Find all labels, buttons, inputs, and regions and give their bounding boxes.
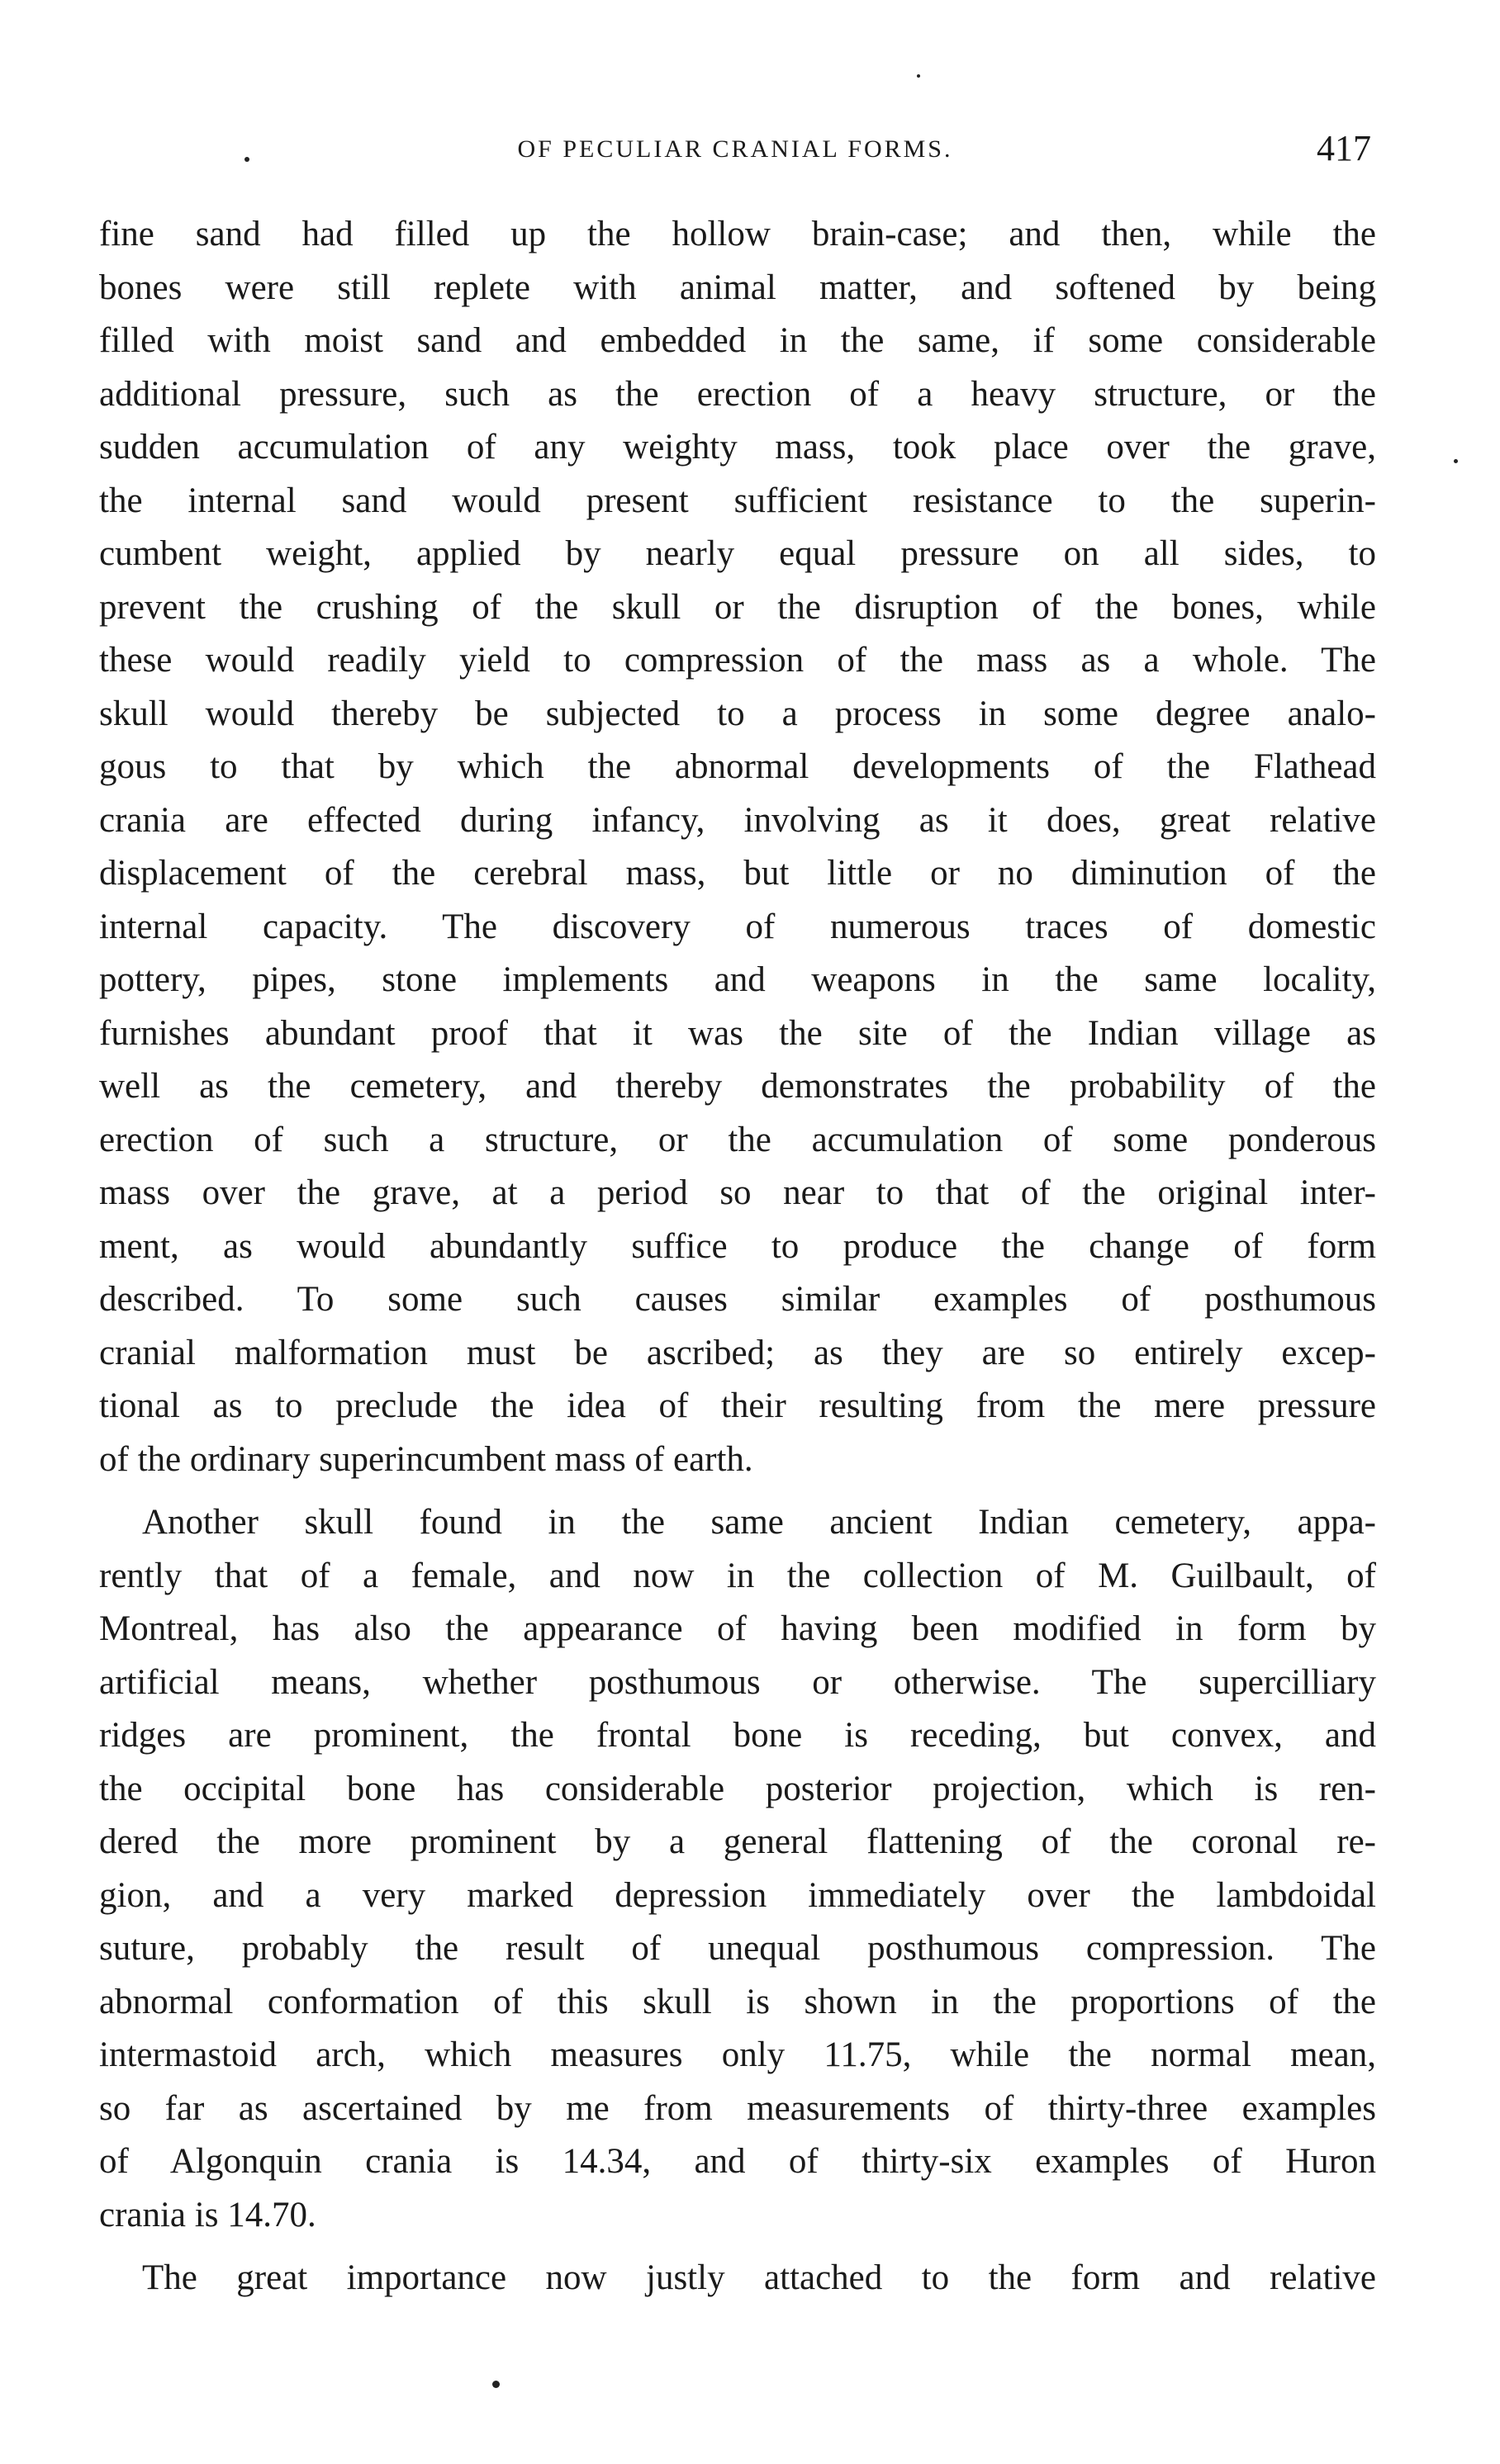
print-speck bbox=[244, 157, 249, 162]
text-line: gion, and a very marked depression immediately over the lambdoidal bbox=[99, 1875, 1376, 1915]
text-line: crania is 14.70. bbox=[99, 2195, 316, 2234]
text-line: Montreal, has also the appearance of having been modified in form by bbox=[99, 1609, 1376, 1648]
paragraph-gap bbox=[99, 2242, 1376, 2252]
page-number: 417 bbox=[1317, 128, 1371, 168]
text-line: well as the cemetery, and thereby demonstrates the probability of the bbox=[99, 1067, 1376, 1106]
body-text bbox=[99, 208, 1376, 2305]
text-line: Another skull found in the same ancient Indian cemetery, appa- bbox=[142, 1503, 1376, 1542]
text-line: skull would thereby be subjected to a process in some degree analo- bbox=[99, 694, 1376, 733]
text-line: bones were still replete with animal matter, and softened by being bbox=[99, 268, 1376, 307]
text-line: so far as ascertained by me from measurements of thirty-three examples bbox=[99, 2088, 1376, 2128]
paragraph-1 bbox=[99, 208, 1376, 1486]
text-line: the occipital bone has considerable posterior projection, which is ren- bbox=[99, 1769, 1376, 1808]
text-line: of Algonquin crania is 14.34, and of thirty-six examples of Huron bbox=[99, 2142, 1376, 2181]
text-line: dered the more prominent by a general flattening of the coronal re- bbox=[99, 1822, 1376, 1861]
text-line: rently that of a female, and now in the collection of M. Guilbault, of bbox=[99, 1556, 1376, 1595]
text-line: displacement of the cerebral mass, but little or no diminution of the bbox=[99, 854, 1376, 893]
text-line: the internal sand would present sufficient resistance to the superin- bbox=[99, 481, 1376, 520]
text-line: ment, as would abundantly suffice to produce the change of form bbox=[99, 1226, 1376, 1266]
text-line: sudden accumulation of any weighty mass, took place over the grave, bbox=[99, 428, 1376, 467]
text-line: intermastoid arch, which measures only 11.75, while the normal mean, bbox=[99, 2035, 1376, 2074]
text-line: cranial malformation must be ascribed; as they are so entirely excep- bbox=[99, 1333, 1376, 1372]
text-line: abnormal conformation of this skull is shown in the proportions of the bbox=[99, 1982, 1376, 2021]
text-line: internal capacity. The discovery of numerous traces of domestic bbox=[99, 907, 1376, 946]
running-head bbox=[99, 130, 1371, 180]
text-line: The great importance now justly attached to the form and relative bbox=[142, 2258, 1376, 2297]
text-line: mass over the grave, at a period so near to that of the original inter- bbox=[99, 1173, 1376, 1212]
text-line: of the ordinary superincumbent mass of earth. bbox=[99, 1439, 753, 1479]
paragraph-gap bbox=[99, 1486, 1376, 1496]
text-line: crania are effected during infancy, involving as it does, great relative bbox=[99, 800, 1376, 840]
print-speck bbox=[917, 74, 920, 78]
text-line: cumbent weight, applied by nearly equal pressure on all sides, to bbox=[99, 534, 1376, 573]
text-line: fine sand had filled up the hollow brain-case; and then, while the bbox=[99, 215, 1376, 254]
text-line: prevent the crushing of the skull or the disruption of the bones, while bbox=[99, 587, 1376, 627]
text-line: these would readily yield to compression of the mass as a whole. The bbox=[99, 641, 1376, 680]
text-line: gous to that by which the abnormal developments of the Flathead bbox=[99, 747, 1376, 786]
text-line: furnishes abundant proof that it was the site of the Indian village as bbox=[99, 1013, 1376, 1053]
print-speck bbox=[492, 2381, 500, 2388]
running-title: OF PECULIAR CRANIAL FORMS. bbox=[517, 135, 953, 163]
text-line: suture, probably the result of unequal posthumous compression. The bbox=[99, 1929, 1376, 1968]
text-line: filled with moist sand and embedded in the same, if some considerable bbox=[99, 321, 1376, 360]
text-line: ridges are prominent, the frontal bone is receding, but convex, and bbox=[99, 1716, 1376, 1755]
text-line: tional as to preclude the idea of their resulting from the mere pressure bbox=[99, 1386, 1376, 1425]
text-line: pottery, pipes, stone implements and weapons in the same locality, bbox=[99, 960, 1376, 999]
text-line: erection of such a structure, or the accumulation of some ponderous bbox=[99, 1120, 1376, 1159]
text-line: additional pressure, such as the erection of a heavy structure, or the bbox=[99, 374, 1376, 414]
print-speck bbox=[1454, 459, 1458, 463]
paragraph-2 bbox=[99, 1496, 1376, 2242]
text-line: described. To some such causes similar examples of posthumous bbox=[99, 1280, 1376, 1319]
paragraph-3 bbox=[99, 2252, 1376, 2305]
text-line: artificial means, whether posthumous or otherwise. The supercilliary bbox=[99, 1662, 1376, 1702]
